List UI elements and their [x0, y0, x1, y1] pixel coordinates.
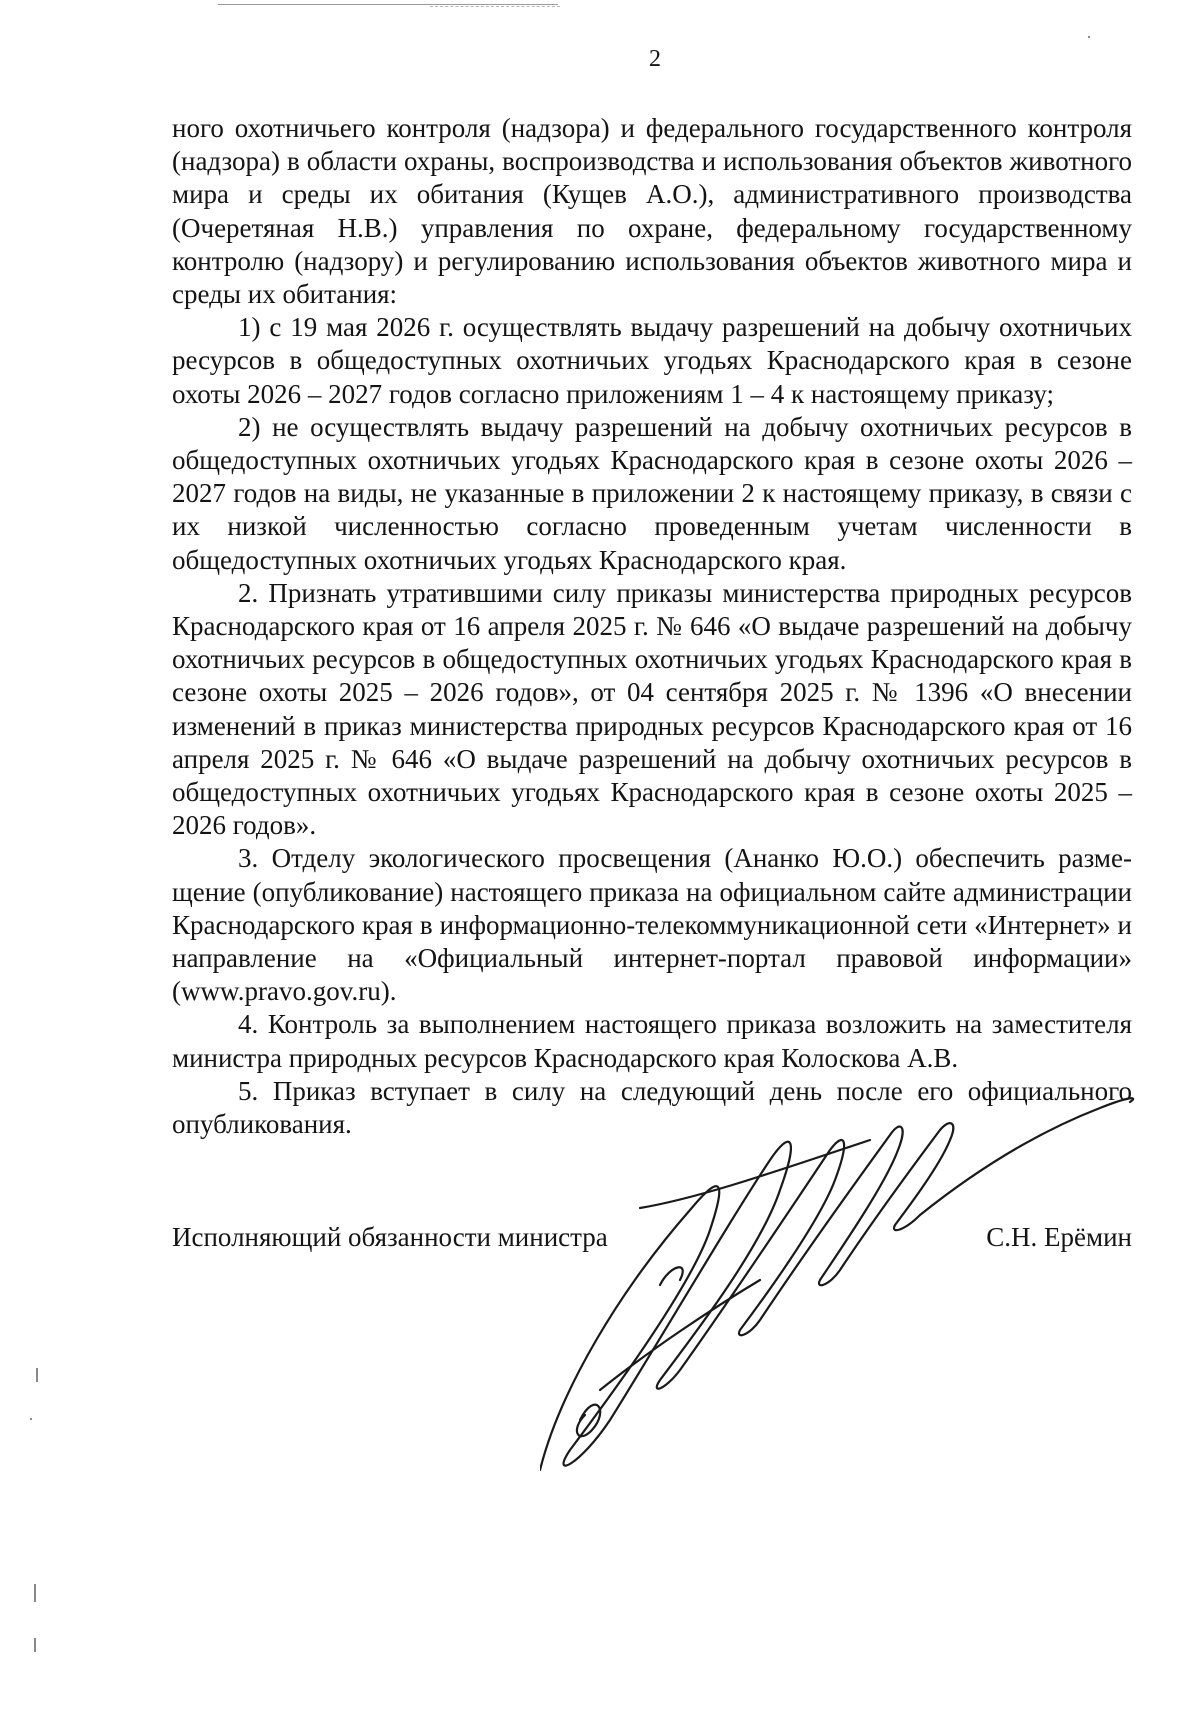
paragraph-clause-2: 2. Признать утратившими силу приказы министерства природных ресурсов Краснодарского края от 16 апреля 2025 г. № 646 «О выдаче разрешений на добычу охотничьих ресурсов в общедоступных охотничьих угодьях Краснодарского края в сезоне охоты 2025 – 2026 годов», от 04 сентября 2025 г. № 1396 «О внесении изменений в приказ министерства природных ресурсов Краснодарского края от 16 апреля 2025 г. № 646 «О выдаче разрешений на добычу охотничьих ресурсов в общедоступных охотничьих угодьях Краснодарского края в сезоне охоты 2025 – 2026 годов».: [172, 577, 1132, 841]
signatory-position: Исполняющий обязанности министра: [172, 1222, 608, 1252]
scan-artifact-line: [430, 6, 560, 7]
handwritten-signature-icon: [540, 1090, 1160, 1490]
paragraph-continuation: ного охотничьего контроля (надзора) и федерального государственного контроля (надзора) в области охраны, воспроизводства и использования объектов животного мира и среды их обитания (Кущев А.О.), административного производства (Очеретяная Н.В.) управления по охране, федеральному государственному контролю (надзору) и регулированию использования объектов животного мира и среды их обитания:: [172, 113, 1132, 310]
paragraph-clause-3: 3. Отделу экологического просвещения (Ананко Ю.О.) обеспечить размещение (опубликование) настоящего приказа на официальном сайте администрации Краснодарского края в информационно-телекоммуникационной сети «Интернет» и направление на «Официальный интернет-портал правовой информации» (www.pravo.gov.ru).: [172, 843, 1132, 1007]
scan-speck: [36, 1368, 38, 1382]
signatory-name: С.Н. Ерёмин: [986, 1222, 1132, 1252]
scan-speck: [34, 1638, 36, 1652]
scan-speck: [34, 1584, 36, 1602]
scan-speck: [30, 1418, 32, 1420]
paragraph-clause-4: 4. Контроль за выполнением настоящего приказа возложить на заместителя министра природных ресурсов Краснодарского края Колоскова А.В.: [172, 1009, 1132, 1073]
paragraph-clause-5: 5. Приказ вступает в силу на следующий день после его официального опубликования.: [172, 1075, 1132, 1140]
paragraph-item-2: 2) не осуществлять выдачу разрешений на добычу охотничьих ресурсов в общедоступных охотничьих угодьях Краснодарского края в сезоне охоты 2026 – 2027 годов на виды, не указанные в приложении 2 к настоящему приказу, в связи с их низкой численностью согласно проведенным учетам численности в общедоступных охотничьих угодьях Краснодарского края.: [172, 411, 1132, 575]
paragraph-item-1: 1) с 19 мая 2026 г. осуществлять выдачу разрешений на добычу охотничьих ресурсов в общедоступных охотничьих угодьях Краснодарского края в сезоне охоты 2026 – 2027 годов согласно приложениям 1 – 4 к настоящему приказу;: [172, 312, 1132, 409]
page-number: 2: [649, 46, 661, 72]
scan-speck: [1088, 36, 1090, 38]
document-body: [172, 112, 1132, 1141]
scan-artifact-line: [218, 4, 558, 5]
